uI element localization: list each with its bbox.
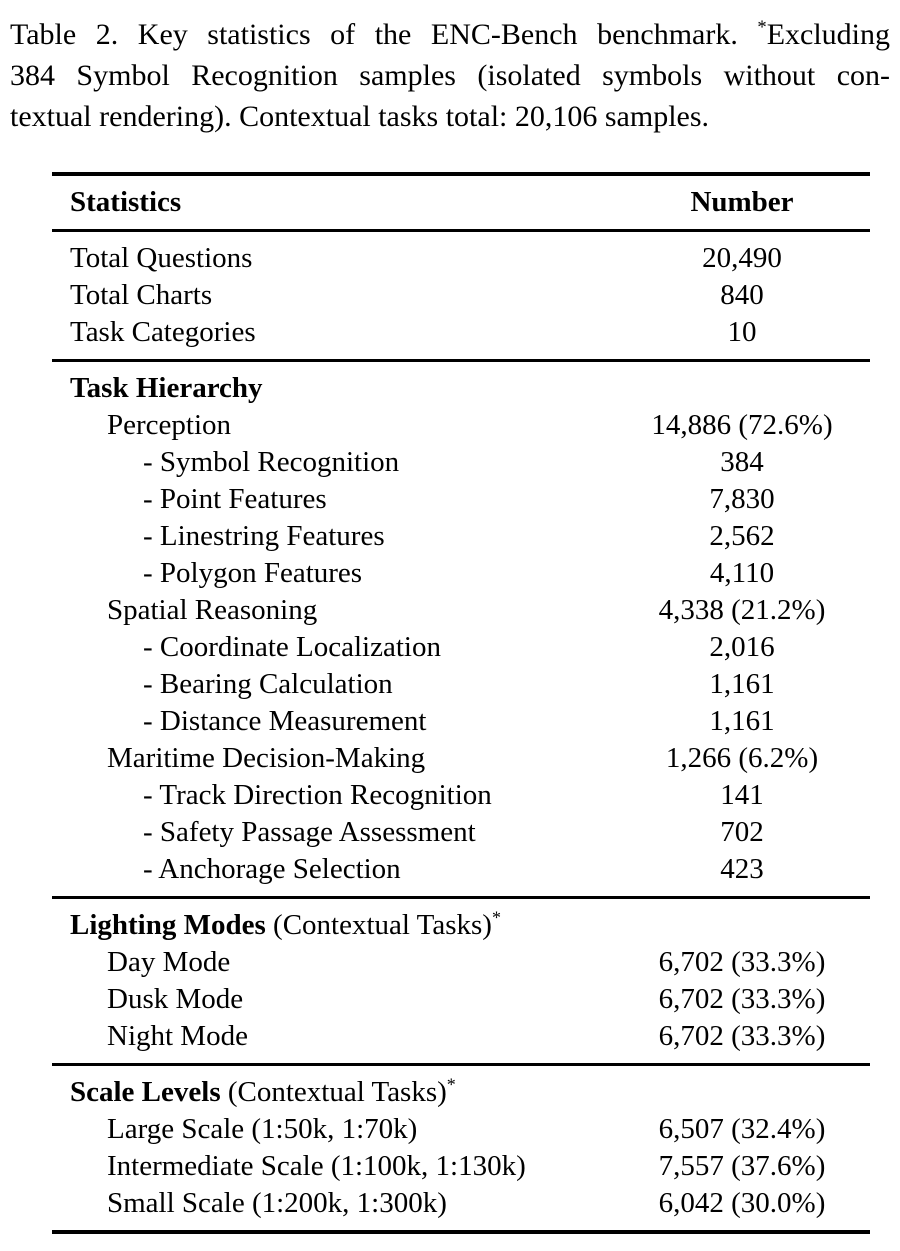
table-row [52,592,870,629]
section-title-row [52,1074,870,1111]
row-label: Spatial Reasoning [107,594,318,626]
row-value: 6,702 (33.3%) [658,1020,826,1052]
row-value: 1,266 (6.2%) [665,742,819,774]
row-label: - Anchorage Selection [143,853,401,885]
row-label: Large Scale (1:50k, 1:70k) [107,1113,418,1145]
row-label: - Coordinate Localization [143,631,441,663]
table-row [52,407,870,444]
row-label: Maritime Decision-Making [107,742,426,774]
caption-line-3: textual rendering). Contextual tasks total: 20,106 samples. [10,100,710,133]
row-label: Task Categories [70,316,256,348]
caption-line-2: 384 Symbol Recognition samples (isolated symbols without con- [10,59,890,92]
section-lighting-modes [52,899,870,1066]
row-value: 7,830 [709,483,775,515]
row-value: 702 [720,816,764,848]
row-value: 6,702 (33.3%) [658,983,826,1015]
row-label: - Polygon Features [143,557,363,589]
section-title: Scale Levels [70,1076,221,1108]
section-scale-levels [52,1066,870,1234]
row-label: Day Mode [107,946,231,978]
row-value: 7,557 (37.6%) [658,1150,826,1182]
section-title-row [52,370,870,407]
row-value: 423 [720,853,764,885]
row-value: 6,702 (33.3%) [658,946,826,978]
row-value: 1,161 [709,668,775,700]
asterisk-marker: * [757,17,767,38]
row-value: 840 [720,279,764,311]
table-row [52,481,870,518]
row-value: 6,507 (32.4%) [658,1113,826,1145]
table-caption [10,14,890,137]
row-label: - Symbol Recognition [143,446,400,478]
row-value: 141 [720,779,764,811]
row-value: 20,490 [702,242,782,274]
section-totals [52,232,870,362]
table-row [52,277,870,314]
row-value: 2,016 [709,631,775,663]
row-label: Total Questions [70,242,253,274]
table-row [52,1148,870,1185]
caption-text: Excluding [766,18,890,51]
row-label: Intermediate Scale (1:100k, 1:130k) [107,1150,526,1182]
header-row [52,184,870,221]
table-header [52,172,870,232]
row-value: 10 [727,316,757,348]
table-row [52,314,870,351]
row-value: 4,338 (21.2%) [658,594,826,626]
table-row [52,240,870,277]
section-title-wrap [52,370,614,407]
row-value: 384 [720,446,764,478]
row-label: - Linestring Features [143,520,385,552]
table-row [52,555,870,592]
caption-text: Table 2. Key statistics of the ENC-Bench benchmark. [10,18,758,51]
table-row [52,851,870,888]
section-title-wrap [52,907,614,944]
row-label: - Distance Measurement [143,705,427,737]
row-label: Night Mode [107,1020,248,1052]
header-statistics: Statistics [70,186,182,218]
section-title-suffix: (Contextual Tasks) [265,909,492,941]
asterisk-marker: * [446,1074,456,1095]
row-label: - Safety Passage Assessment [143,816,476,848]
row-value: 14,886 (72.6%) [651,409,833,441]
table-row [52,814,870,851]
row-label: Dusk Mode [107,983,244,1015]
row-label: - Track Direction Recognition [143,779,492,811]
table-row [52,518,870,555]
section-title: Lighting Modes [70,909,266,941]
table-row [52,1018,870,1055]
table-row [52,703,870,740]
row-label: Total Charts [70,279,213,311]
table-row [52,666,870,703]
table-row [52,1111,870,1148]
section-title: Task Hierarchy [70,372,263,404]
section-task-hierarchy [52,362,870,899]
row-value: 2,562 [709,520,775,552]
caption-line-1 [10,14,890,55]
table-row [52,1185,870,1222]
row-value: 6,042 (30.0%) [658,1187,826,1219]
table-row [52,740,870,777]
asterisk-marker: * [491,907,501,928]
row-label: Small Scale (1:200k, 1:300k) [107,1187,447,1219]
section-title-wrap [52,1074,614,1111]
table-row [52,777,870,814]
table-row [52,629,870,666]
row-label: - Bearing Calculation [143,668,393,700]
table-row [52,444,870,481]
section-title-row [52,907,870,944]
row-value: 1,161 [709,705,775,737]
statistics-table [52,172,870,1234]
row-label: Perception [107,409,232,441]
header-number: Number [690,186,794,218]
table-row [52,981,870,1018]
row-value: 4,110 [709,557,775,589]
table-row [52,944,870,981]
section-title-suffix: (Contextual Tasks) [220,1076,447,1108]
row-label: - Point Features [143,483,327,515]
